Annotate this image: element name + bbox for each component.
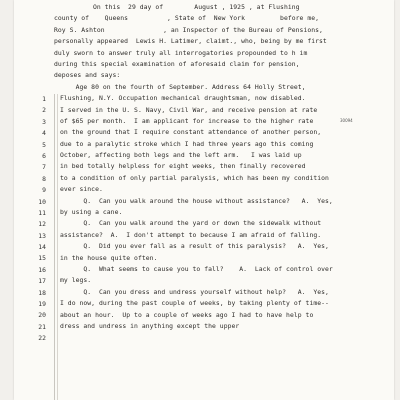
line-number: 2: [42, 106, 46, 115]
line-number: 10: [38, 197, 46, 206]
line-number: 17: [38, 277, 46, 286]
body-line: by using a cane.: [60, 208, 123, 217]
line-number: 13: [38, 231, 46, 240]
line-number: 6: [42, 151, 46, 160]
line-number: 9: [42, 186, 46, 195]
line-number-column: [28, 94, 52, 345]
line-number: 3: [42, 117, 46, 126]
line-number: 12: [38, 220, 46, 229]
line-number: 19: [38, 300, 46, 309]
header-line: personally appeared Lewis H. Latimer, claimt., who, being by me first: [54, 37, 327, 46]
line-number: 22: [38, 334, 46, 343]
document-text: [54, 2, 394, 332]
margin-note: 30094: [340, 118, 353, 123]
header-line: Roy S. Ashton , an Inspector of the Bureau of Pensions,: [54, 25, 323, 34]
document-page: [14, 0, 394, 400]
line-number: 4: [42, 129, 46, 138]
body-line: I do now, during the past couple of weeks, by taking plenty of time--: [60, 299, 329, 308]
line-number: 18: [38, 288, 46, 297]
body-line: ever since.: [60, 185, 103, 194]
body-line: Q. Can you walk around the yard or down the sidewalk without: [60, 219, 322, 228]
header-line: On this 29 day of August , 1925 , at Flushing: [54, 3, 300, 11]
line-number: 15: [38, 254, 46, 263]
body-line: Q. What seems to cause you to fall? A. Lack of control over: [60, 264, 333, 273]
body-line: I served in the U. S. Navy, Civil War, and receive pension at rate: [60, 105, 318, 114]
body-line: my legs.: [60, 276, 92, 285]
body-line: in the house quite often.: [60, 253, 158, 262]
body-line: assistance? A. I don't attempt to because I am afraid of falling.: [60, 230, 322, 239]
body-line: to a condition of only partial paralysis, which has been my condition: [60, 173, 329, 182]
header-line: during this special examination of aforesaid claim for pension,: [54, 59, 300, 68]
body-line: Q. Can you dress and undress yourself without help? A. Yes,: [60, 287, 329, 296]
header-line: deposes and says:: [54, 71, 121, 80]
body-line: due to a paralytic stroke which I had three years ago this coming: [60, 139, 314, 148]
body-line: about an hour. Up to a couple of weeks ago I had to have help to: [60, 310, 314, 319]
body-line: dress and undress in anything except the upper: [60, 321, 240, 330]
body-line: Age 80 on the fourth of September. Address 64 Holly Street,: [60, 82, 306, 91]
header-line: duly sworn to answer truly all interrogatories propounded to h im: [54, 48, 308, 57]
line-number: 8: [42, 174, 46, 183]
body-line: of $65 per month. I am applicant for increase to the higher rate: [60, 116, 314, 125]
line-number: 14: [38, 243, 46, 252]
body-line: in bed totally helpless for eight weeks, then finally recovered: [60, 162, 306, 171]
body-line: Flushing, N.Y. Occupation mechanical draughtsman, now disabled.: [60, 94, 306, 103]
line-number: 20: [38, 311, 46, 320]
body-line: Q. Did you ever fall as a result of this paralysis? A. Yes,: [60, 242, 329, 251]
line-number: 1: [42, 95, 46, 103]
body-line: October, affecting both legs and the left arm. I was laid up: [60, 151, 302, 160]
body-line: Q. Can you walk around the house without assistance? A. Yes,: [60, 196, 333, 205]
line-number: 5: [42, 140, 46, 149]
body-line: on the ground that I require constant attendance of another person,: [60, 128, 322, 137]
line-number: 21: [38, 322, 46, 331]
line-number: 7: [42, 163, 46, 172]
line-number: 11: [38, 208, 46, 217]
header-line: county of Queens , State of New York before me,: [54, 14, 320, 23]
line-number: 16: [38, 265, 46, 274]
